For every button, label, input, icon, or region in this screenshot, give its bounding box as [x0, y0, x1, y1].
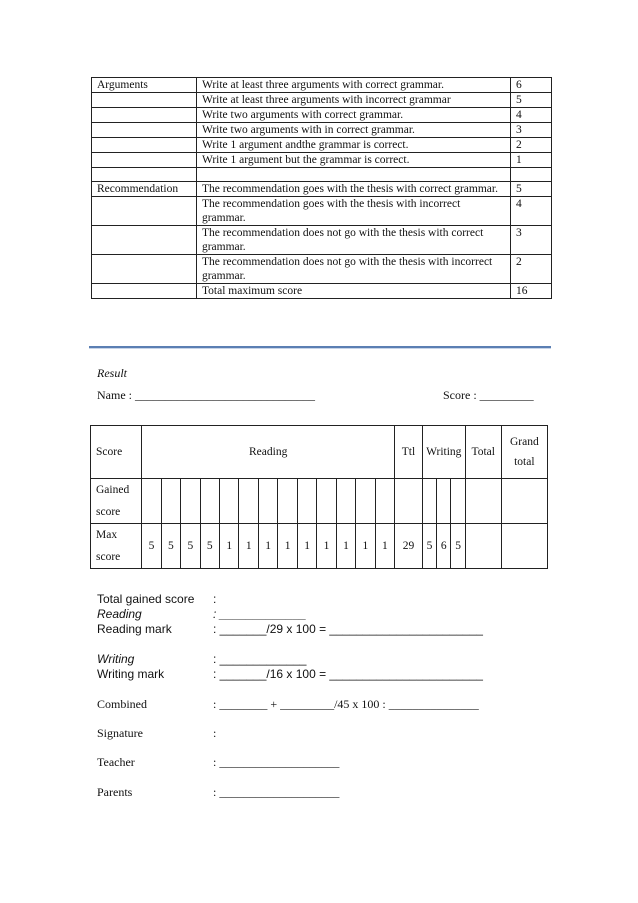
rubric-criterion: Write at least three arguments with correct grammar.	[196, 78, 510, 93]
rubric-score: 3	[511, 123, 552, 138]
signature-label: Signature	[97, 726, 143, 740]
writing-label: Writing	[97, 652, 135, 666]
rubric-criterion: Write two arguments with correct grammar.	[196, 108, 510, 123]
teacher-value: : ____________________	[213, 755, 340, 769]
score-field: Score : _________	[443, 388, 534, 402]
total-gained-value: :	[213, 592, 217, 606]
max-score-label	[91, 524, 142, 569]
writing-mark-label: Writing mark	[97, 667, 165, 681]
rubric-score	[511, 168, 552, 182]
result-title: Result	[97, 366, 127, 380]
reading-gained-cell	[220, 479, 239, 524]
reading-mark-label: Reading mark	[97, 622, 172, 636]
grand-total-gained-cell	[501, 479, 547, 524]
writing-max-cell: 5	[451, 524, 465, 569]
reading-gained-cell	[239, 479, 258, 524]
rubric-category	[92, 255, 197, 284]
rubric-criterion: Total maximum score	[196, 284, 510, 299]
parents-value: : ____________________	[213, 785, 340, 799]
gained-label-line1: Gained	[96, 484, 130, 496]
rubric-criterion: Write 1 argument but the grammar is correct.	[196, 153, 510, 168]
reading-max-cell: 1	[356, 524, 375, 569]
reading-gained-cell	[317, 479, 336, 524]
writing-max-cell: 6	[437, 524, 451, 569]
reading-gained-cell	[142, 479, 161, 524]
reading-max-cell: 1	[220, 524, 239, 569]
rubric-criterion: Write two arguments with in correct grammar.	[196, 123, 510, 138]
reading-max-cell: 1	[375, 524, 394, 569]
grand-total-header	[501, 426, 547, 479]
rubric-score: 16	[511, 284, 552, 299]
reading-gained-cell	[375, 479, 394, 524]
writing-gained-cell	[422, 479, 436, 524]
gained-label-line2: score	[96, 506, 121, 518]
rubric-category	[92, 123, 197, 138]
rubric-row	[92, 197, 552, 226]
rubric-score: 5	[511, 93, 552, 108]
reading-label: Reading	[97, 607, 142, 621]
reading-gained-cell	[200, 479, 219, 524]
rubric-criterion: Write at least three arguments with incorrect grammar	[196, 93, 510, 108]
rubric-category	[92, 108, 197, 123]
rubric-score: 2	[511, 138, 552, 153]
rubric-score: 4	[511, 197, 552, 226]
rubric-row	[92, 168, 552, 182]
reading-gained-cell	[278, 479, 297, 524]
max-label-line2: score	[96, 551, 121, 563]
rubric-row	[92, 226, 552, 255]
reading-gained-cell	[181, 479, 200, 524]
reading-gained-cell	[297, 479, 316, 524]
rubric-category	[92, 197, 197, 226]
writing-gained-cell	[437, 479, 451, 524]
grand-total-line1: Grand	[509, 436, 539, 448]
total-gained-label: Total gained score	[97, 592, 195, 606]
teacher-label: Teacher	[97, 755, 135, 769]
rubric-row	[92, 78, 552, 93]
reading-max-cell: 1	[317, 524, 336, 569]
ttl-gained-cell	[395, 479, 423, 524]
rubric-category: Recommendation	[92, 182, 197, 197]
writing-gained-cell	[451, 479, 465, 524]
score-table-header-row	[91, 426, 548, 479]
reading-max-cell: 5	[161, 524, 180, 569]
reading-gained-cell	[258, 479, 277, 524]
writing-mark-value: : _______/16 x 100 = _______________________	[213, 667, 483, 681]
reading-header: Reading	[142, 426, 395, 479]
combined-value: : ________ + _________/45 x 100 : _______________	[213, 697, 479, 711]
reading-max-cell: 1	[239, 524, 258, 569]
rubric-criterion: The recommendation goes with the thesis with incorrect grammar.	[196, 197, 510, 226]
grand-total-max-cell	[501, 524, 547, 569]
rubric-criterion	[196, 168, 510, 182]
gained-score-row	[91, 479, 548, 524]
rubric-category	[92, 168, 197, 182]
combined-label: Combined	[97, 697, 147, 711]
rubric-row	[92, 182, 552, 197]
rubric-score: 3	[511, 226, 552, 255]
reading-max-cell: 5	[181, 524, 200, 569]
writing-header: Writing	[422, 426, 465, 479]
max-label-line1: Max	[96, 529, 118, 541]
name-field: Name : ______________________________	[97, 388, 315, 402]
rubric-criterion: The recommendation does not go with the thesis with incorrect grammar.	[196, 255, 510, 284]
rubric-row	[92, 108, 552, 123]
grand-total-line2: total	[514, 456, 535, 468]
score-header: Score	[91, 426, 142, 479]
rubric-category	[92, 153, 197, 168]
ttl-max-cell: 29	[395, 524, 423, 569]
reading-max-cell: 1	[258, 524, 277, 569]
reading-gained-cell	[161, 479, 180, 524]
writing-max-cell: 5	[422, 524, 436, 569]
rubric-category	[92, 138, 197, 153]
reading-gained-cell	[336, 479, 355, 524]
parents-label: Parents	[97, 785, 133, 799]
gained-score-label	[91, 479, 142, 524]
total-header: Total	[465, 426, 501, 479]
section-divider	[89, 346, 551, 348]
reading-max-cell: 5	[200, 524, 219, 569]
rubric-row	[92, 255, 552, 284]
rubric-category	[92, 284, 197, 299]
rubric-row	[92, 123, 552, 138]
reading-max-cell: 5	[142, 524, 161, 569]
rubric-category	[92, 226, 197, 255]
rubric-criterion: The recommendation goes with the thesis with correct grammar.	[196, 182, 510, 197]
reading-max-cell: 1	[336, 524, 355, 569]
total-gained-cell	[465, 479, 501, 524]
reading-gained-cell	[356, 479, 375, 524]
rubric-category: Arguments	[92, 78, 197, 93]
rubric-table	[91, 77, 552, 299]
rubric-score: 1	[511, 153, 552, 168]
rubric-score: 2	[511, 255, 552, 284]
reading-mark-value: : _______/29 x 100 = _______________________	[213, 622, 483, 636]
rubric-criterion: The recommendation does not go with the thesis with correct grammar.	[196, 226, 510, 255]
signature-value: :	[213, 726, 217, 740]
ttl-header: Ttl	[395, 426, 423, 479]
rubric-row	[92, 153, 552, 168]
rubric-score: 5	[511, 182, 552, 197]
score-table	[90, 425, 548, 569]
rubric-category	[92, 93, 197, 108]
rubric-row	[92, 93, 552, 108]
max-score-row	[91, 524, 548, 569]
rubric-criterion: Write 1 argument andthe grammar is correct.	[196, 138, 510, 153]
rubric-score: 4	[511, 108, 552, 123]
rubric-score: 6	[511, 78, 552, 93]
writing-value: : _____________	[213, 652, 307, 666]
reading-value: : _____________	[213, 607, 307, 621]
rubric-row	[92, 138, 552, 153]
reading-max-cell: 1	[297, 524, 316, 569]
reading-max-cell: 1	[278, 524, 297, 569]
rubric-row	[92, 284, 552, 299]
total-max-cell	[465, 524, 501, 569]
